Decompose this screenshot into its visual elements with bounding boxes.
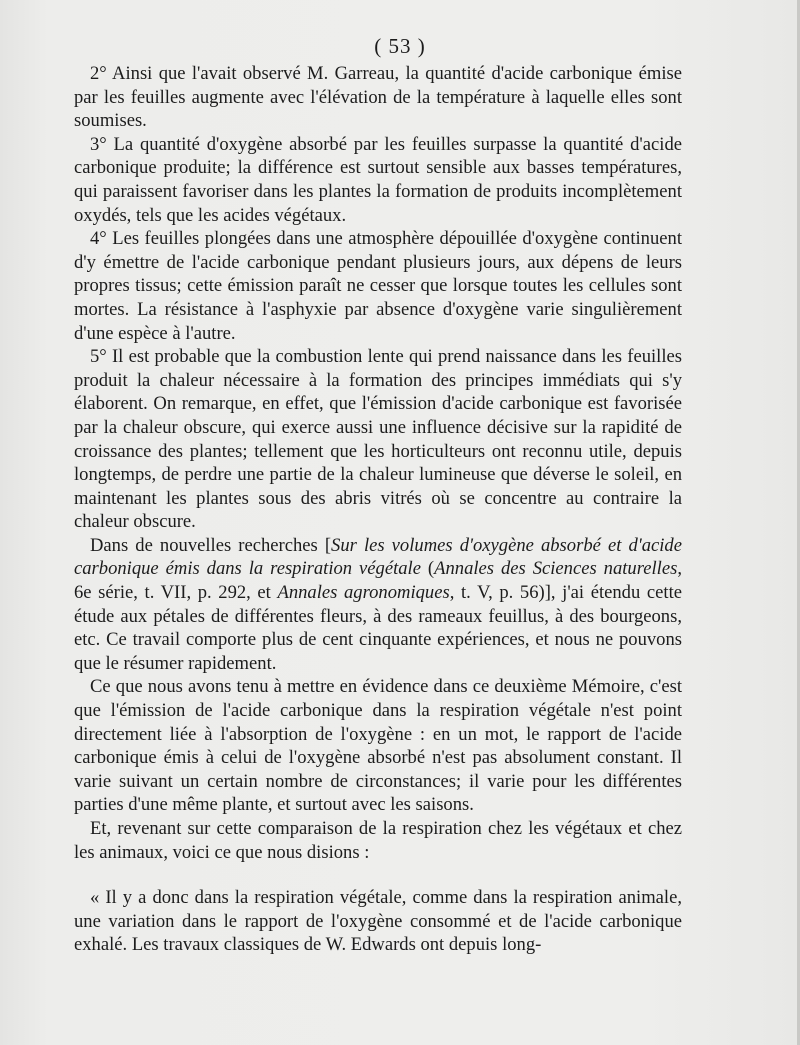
paragraph-point-3: 3° La quantité d'oxygène absorbé par les feuilles surpasse la quantité d'acide carbonique produite; la différence est surtout sensible aux basses températures, qui paraissent favoriser dans les plantes la formation de produits incomplètement oxydés, tels que les acides végétaux. bbox=[74, 133, 682, 226]
page-number: ( 53 ) bbox=[374, 34, 426, 58]
paragraph-point-5: 5° Il est probable que la combustion lente qui prend naissance dans les feuilles produit la chaleur nécessaire à la formation des principes immédiats qui s'y élaborent. On remarque, en effet, que l'émission d'acide carbonique est favorisée par la chaleur obscure, qui exerce aussi une influence décisive sur la rapidité de croissance des plantes; tellement que les horticulteurs ont reconnu utile, depuis longtemps, de perdre une partie de la chaleur lumineuse que déverse le soleil, en maintenant les plantes sous des abris vitrés où se concentre au contraire la chaleur obscure. bbox=[74, 346, 682, 533]
paragraph-point-4: 4° Les feuilles plongées dans une atmosphère dépouillée d'oxygène continuent d'y émettre de l'acide carbonique pendant plusieurs jours, aux dépens de leurs propres tissus; cette émission paraît ne cesser que lorsque toutes les cellules sont mortes. La résistance à l'asphyxie par absence d'oxygène varie singulièrement d'une espèce à l'autre. bbox=[74, 228, 682, 344]
paragraph-recherches bbox=[74, 534, 682, 676]
annales-sciences-naturelles: Annales des Sciences naturelles bbox=[434, 558, 678, 580]
recherches-ref1: , 6e série, t. VII, p. 292, et bbox=[74, 558, 682, 604]
recherches-ref2: , t. V, p. 56)], j'ai étendu cette étude aux pétales de différentes fleurs, à des rameaux feuillus, à des bourgeons, etc. Ce travail comporte plus de cent cinquante expériences, et nous ne pouvons que le résumer rapidement. bbox=[74, 582, 682, 674]
paragraph-point-2: 2° Ainsi que l'avait observé M. Garreau, la quantité d'acide carbonique émise par les feuilles augmente avec l'élévation de la température à laquelle elles sont soumises. bbox=[74, 63, 682, 132]
annales-agronomiques: Annales agronomiques bbox=[277, 582, 450, 604]
paragraph-quote: « Il y a donc dans la respiration végétale, comme dans la respiration animale, une variation dans le rapport de l'oxygène consommé et de l'acide carbonique exhalé. Les travaux classiques de W. Edwards ont depuis long- bbox=[74, 887, 682, 956]
body-text bbox=[74, 62, 682, 957]
recherches-intro: Dans de nouvelles recherches [ bbox=[90, 534, 332, 556]
paragraph-memoire: Ce que nous avons tenu à mettre en évidence dans ce deuxième Mémoire, c'est que l'émission de l'acide carbonique dans la respiration végétale n'est point directement liée à l'absorption de l'oxygène : en un mot, le rapport de l'acide carbonique émis à celui de l'oxygène absorbé n'est pas absolument constant. Il varie suivant un certain nombre de circonstances; il varie pour les différentes parties d'une même plante, et surtout avec les saisons. bbox=[74, 676, 682, 816]
recherches-title: Sur les volumes d'oxygène absorbé et d'acide carbonique émis dans la respiration végétale bbox=[74, 534, 682, 580]
paragraph-comparaison: Et, revenant sur cette comparaison de la respiration chez les végétaux et chez les animaux, voici ce que nous disions : bbox=[74, 818, 682, 863]
recherches-paren: ( bbox=[420, 558, 435, 580]
